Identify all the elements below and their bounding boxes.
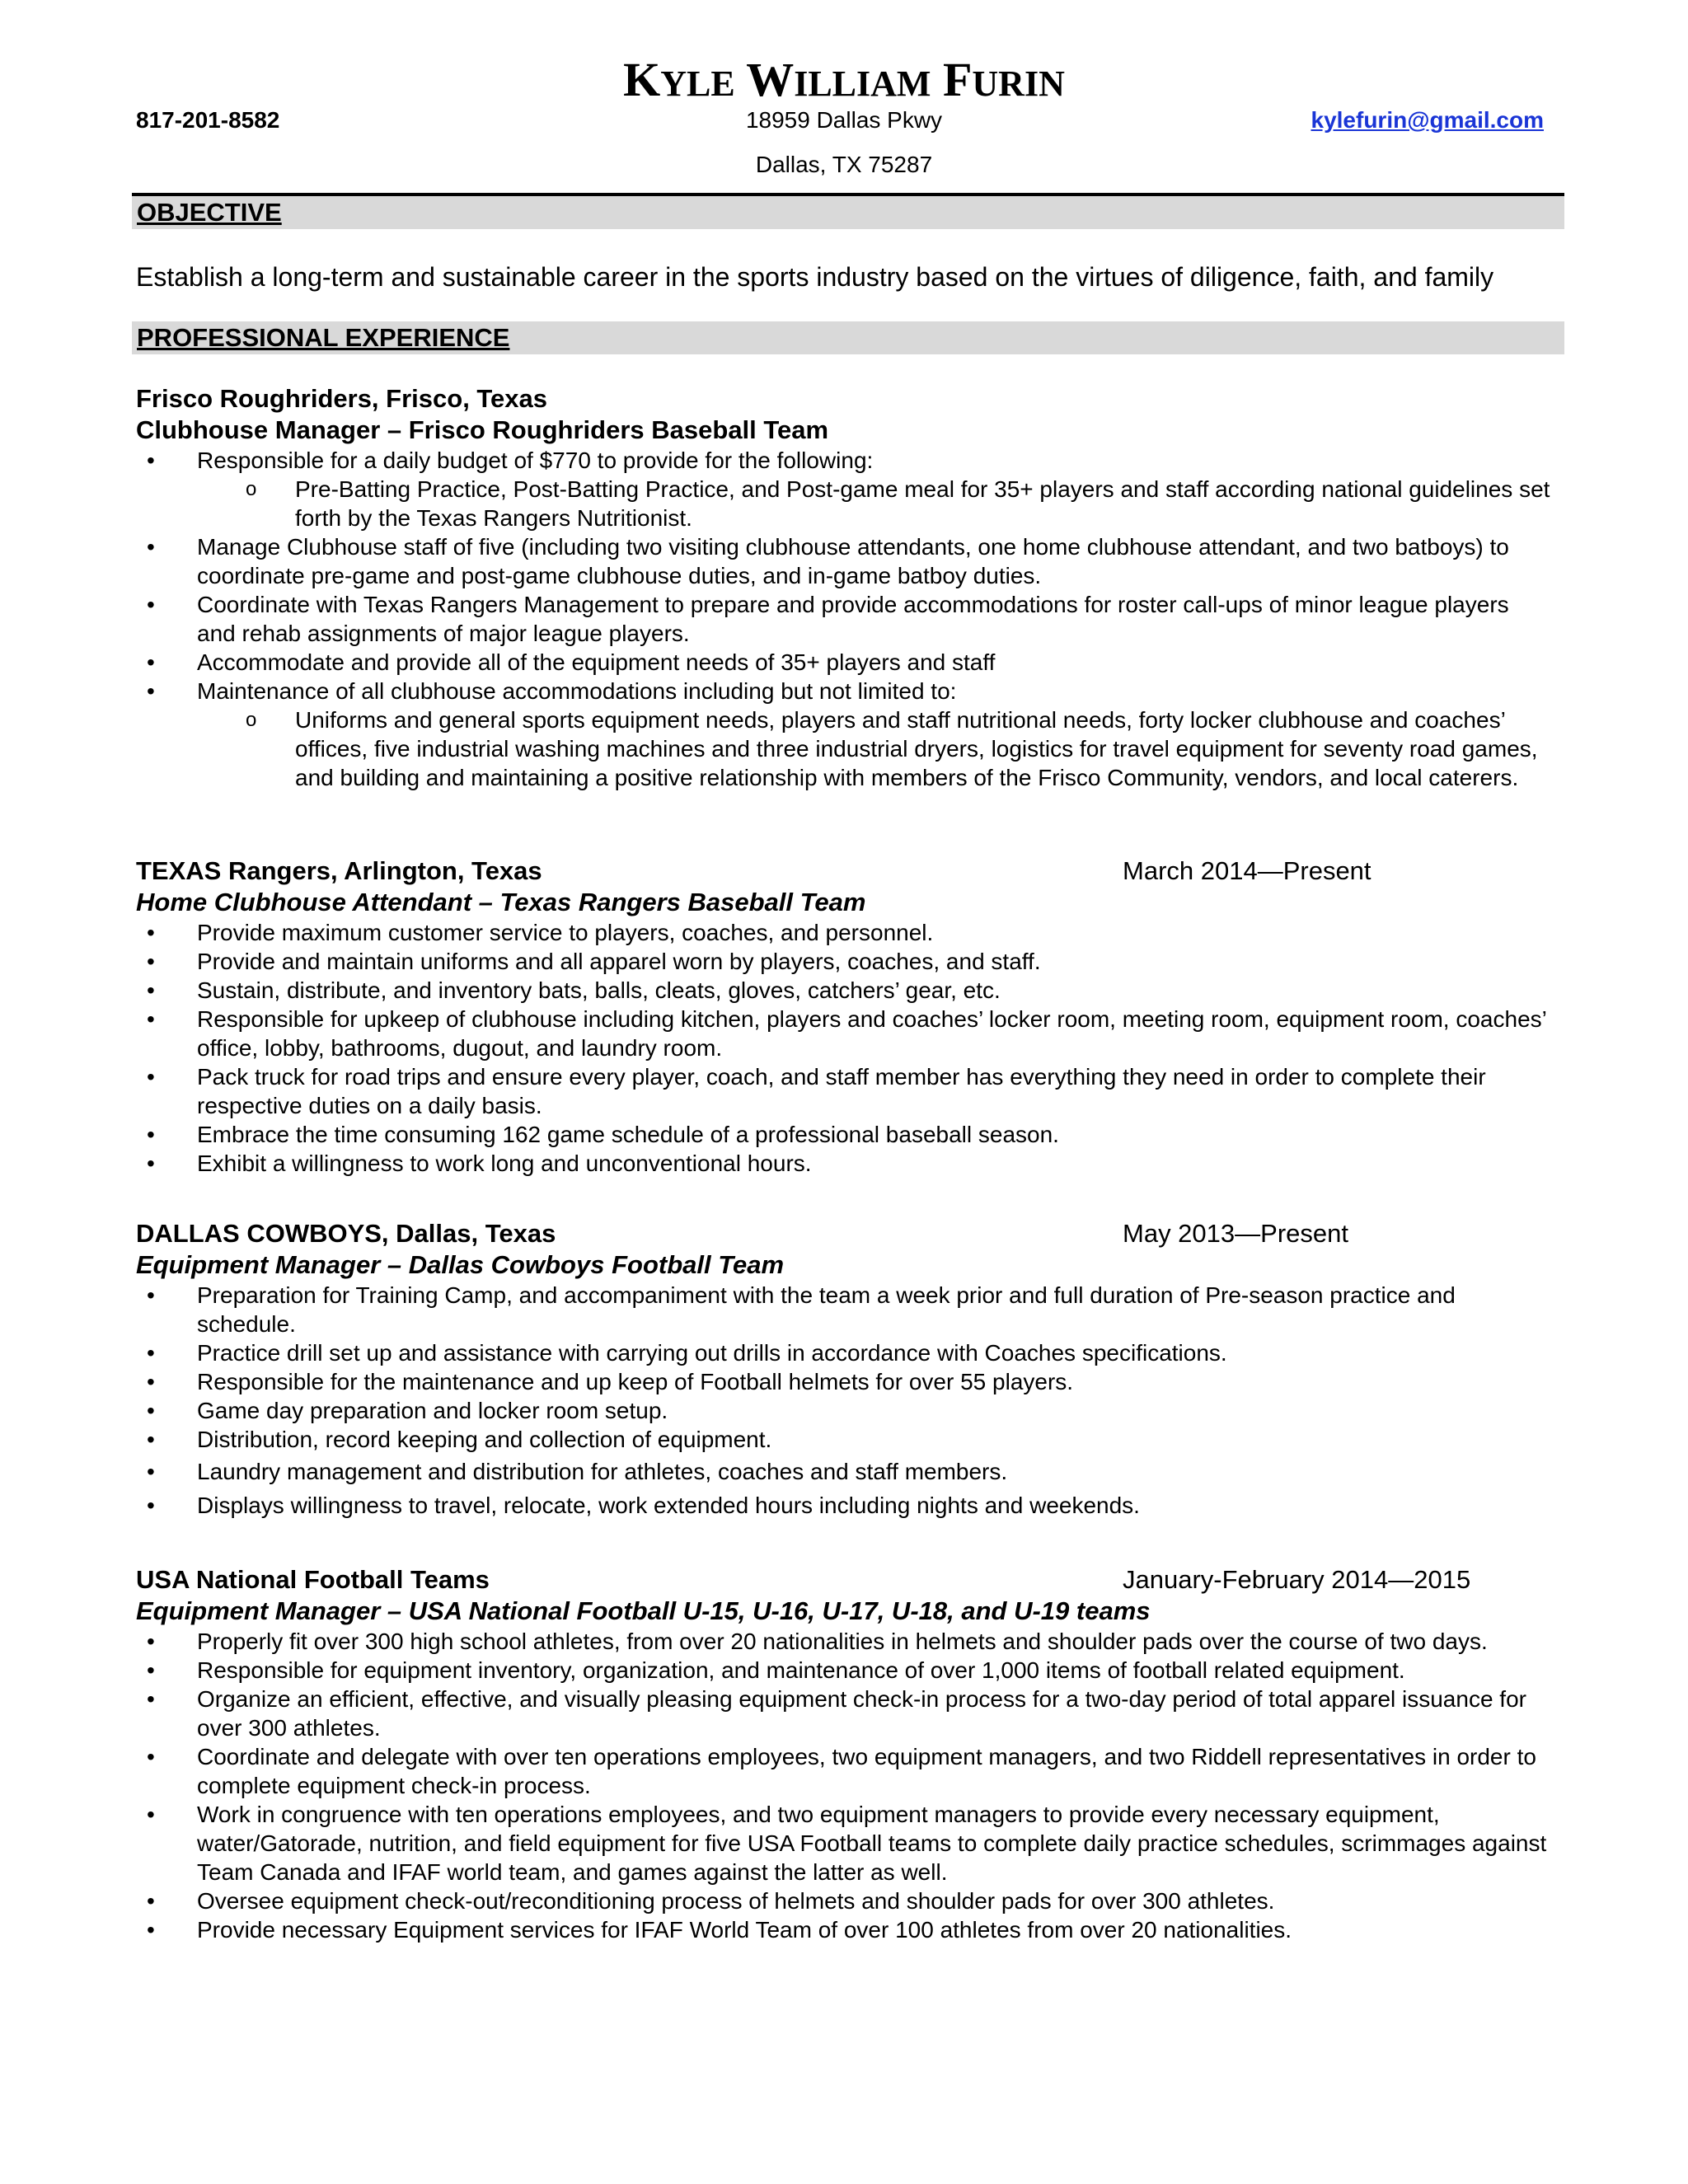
- job-date: May 2013—Present: [1123, 1219, 1348, 1248]
- list-item: • Game day preparation and locker room setup.: [147, 1398, 668, 1423]
- list-item: • Provide maximum customer service to players, coaches, and personnel.: [147, 920, 934, 945]
- list-item: • Provide necessary Equipment services for IFAF World Team of over 100 athletes from over 20 nationalities.: [147, 1917, 1292, 1943]
- job-role: Equipment Manager – Dallas Cowboys Football Team: [136, 1250, 785, 1279]
- phone-number: 817-201-8582: [136, 107, 280, 133]
- list-item: • Coordinate and delegate with over ten operations employees, two equipment managers, and two Riddell representatives in order to complete equipment check-in process.: [147, 1744, 1536, 1798]
- list-item: • Exhibit a willingness to work long and unconventional hours.: [147, 1151, 812, 1176]
- job-organization: USA National Football Teams: [136, 1565, 490, 1594]
- objective-text: Establish a long-term and sustainable career in the sports industry based on the virtues of diligence, faith, and family: [136, 262, 1494, 292]
- candidate-name: [0, 51, 1688, 113]
- list-item: • Responsible for a daily budget of $770 to provide for the following: o Pre-Batting Practice, Post-Batting Practice, and Post-game meal for 35+ players and staff according national guidelines set forth by the Texas Rangers Nutritionist.: [0, 446, 1549, 532]
- name-middle: WILLIAM: [746, 53, 931, 106]
- job-rangers: [136, 855, 1549, 1178]
- list-item: • Manage Clubhouse staff of five (including two visiting clubhouse attendants, one home clubhouse attendant, and two batboys) to coordinate pre-game and post-game clubhouse duties, and in-game batboy duties.: [147, 534, 1509, 588]
- list-item: • Organize an efficient, effective, and visually pleasing equipment check-in process for a two-day period of total apparel issuance for over 300 athletes.: [147, 1686, 1526, 1741]
- objective-section-bar: [132, 196, 1564, 229]
- experience-heading: PROFESSIONAL EXPERIENCE: [137, 323, 510, 352]
- list-item: • Displays willingness to travel, relocate, work extended hours including nights and weekends.: [147, 1493, 1140, 1518]
- email-link[interactable]: kylefurin@gmail.com: [1311, 107, 1544, 133]
- job-bullets: [0, 1281, 1549, 1520]
- list-item: • Sustain, distribute, and inventory bats, balls, cleats, gloves, catchers’ gear, etc.: [147, 977, 1001, 1003]
- list-item: • Accommodate and provide all of the equipment needs of 35+ players and staff: [147, 649, 996, 675]
- list-item: • Responsible for the maintenance and up keep of Football helmets for over 55 players.: [147, 1369, 1074, 1394]
- job-cowboys: [136, 1218, 1549, 1520]
- job-usa-football: [136, 1564, 1549, 1944]
- job-frisco: [136, 383, 1549, 792]
- list-item: • Coordinate with Texas Rangers Management to prepare and provide accommodations for roster call-ups of minor league players and rehab assignments of major league players.: [147, 592, 1509, 646]
- job-bullets: [0, 918, 1549, 1178]
- name-last: FURIN: [942, 53, 1065, 106]
- list-item: • Oversee equipment check-out/reconditioning process of helmets and shoulder pads for over 300 athletes.: [147, 1888, 1275, 1914]
- experience-section-bar: [132, 321, 1564, 354]
- list-item: • Pack truck for road trips and ensure every player, coach, and staff member has everything they need in order to complete their respective duties on a daily basis.: [147, 1064, 1486, 1118]
- list-item: • Maintenance of all clubhouse accommodations including but not limited to: o Uniforms and general sports equipment needs, players and staff nutritional needs, forty locker clubhouse and coaches’ offices, five industrial washing machines and three industrial dryers, logistics for travel equipment for seventy road games, and building and maintaining a positive relationship with members of the Frisco Community, vendors, and local caterers.: [0, 677, 1549, 792]
- job-bullets: [0, 446, 1549, 792]
- list-item: • Practice drill set up and assistance with carrying out drills in accordance with Coaches specifications.: [147, 1340, 1227, 1366]
- job-bullets: [0, 1627, 1549, 1944]
- list-item: • Properly fit over 300 high school athletes, from over 20 nationalities in helmets and shoulder pads over the course of two days.: [147, 1629, 1488, 1654]
- job-date: March 2014—Present: [1123, 856, 1372, 885]
- list-item: • Distribution, record keeping and collection of equipment.: [147, 1427, 772, 1452]
- job-organization: Frisco Roughriders, Frisco, Texas: [136, 384, 548, 413]
- list-item: • Provide and maintain uniforms and all apparel worn by players, coaches, and staff.: [147, 949, 1041, 974]
- address-line-2: Dallas, TX 75287: [755, 152, 933, 177]
- list-item: • Preparation for Training Camp, and accompaniment with the team a week prior and full duration of Pre-season practice and schedule.: [147, 1282, 1456, 1337]
- address-line-1: 18959 Dallas Pkwy: [745, 107, 943, 133]
- job-date: January-February 2014—2015: [1123, 1565, 1471, 1594]
- list-item: • Work in congruence with ten operations employees, and two equipment managers to provide every necessary equipment, water/Gatorade, nutrition, and field equipment for five USA Football teams to complete daily practice schedules, scrimmages against Team Canada and IFAF world team, and games against the latter as well.: [147, 1802, 1547, 1885]
- job-organization: DALLAS COWBOYS, Dallas, Texas: [136, 1219, 556, 1248]
- name-first: KYLE: [623, 53, 735, 106]
- list-item: • Responsible for upkeep of clubhouse including kitchen, players and coaches’ locker room, meeting room, equipment room, coaches’ office, lobby, bathrooms, dugout, and laundry room.: [147, 1006, 1546, 1061]
- sub-list-item: o Pre-Batting Practice, Post-Batting Practice, and Post-game meal for 35+ players and staff according national guidelines set forth by the Texas Rangers Nutritionist.: [246, 476, 1550, 531]
- job-role: Equipment Manager – USA National Football U-15, U-16, U-17, U-18, and U-19 teams: [136, 1596, 1151, 1625]
- sub-list-item: o Uniforms and general sports equipment needs, players and staff nutritional needs, forty locker clubhouse and coaches’ offices, five industrial washing machines and three industrial dryers, logistics for travel equipment for seventy road games, and building and maintaining a positive relationship with members of the Frisco Community, vendors, and local caterers.: [246, 707, 1538, 790]
- job-organization: TEXAS Rangers, Arlington, Texas: [136, 856, 542, 885]
- job-role: Home Clubhouse Attendant – Texas Rangers Baseball Team: [136, 888, 866, 916]
- list-item: • Embrace the time consuming 162 game schedule of a professional baseball season.: [147, 1122, 1059, 1147]
- job-role: Clubhouse Manager – Frisco Roughriders Baseball Team: [136, 415, 829, 444]
- list-item: • Responsible for equipment inventory, organization, and maintenance of over 1,000 items of football related equipment.: [147, 1657, 1405, 1683]
- objective-heading: OBJECTIVE: [137, 198, 282, 227]
- list-item: • Laundry management and distribution for athletes, coaches and staff members.: [147, 1459, 1008, 1484]
